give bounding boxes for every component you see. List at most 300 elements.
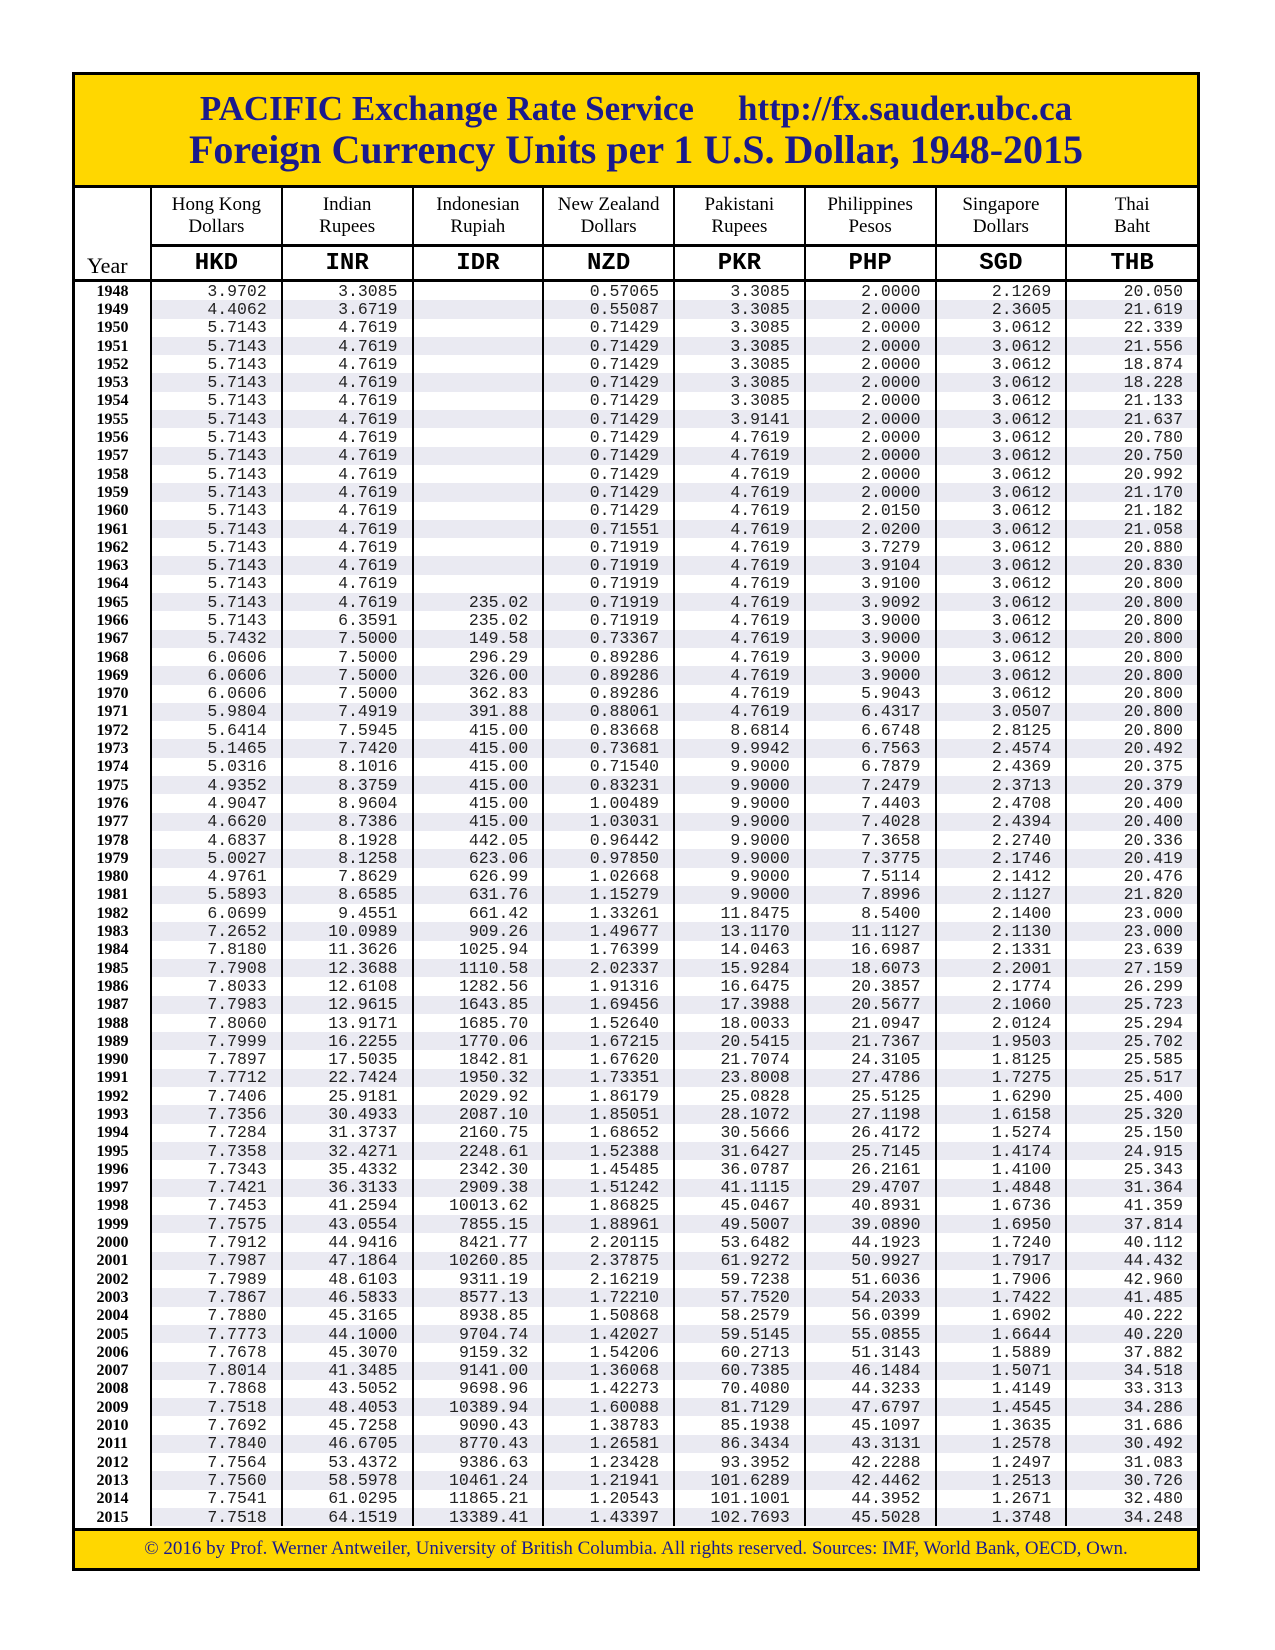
rate-cell-sgd: 1.2513 bbox=[936, 1471, 1067, 1489]
rate-cell-thb: 20.050 bbox=[1066, 281, 1197, 301]
rate-cell-idr: 415.00 bbox=[413, 794, 544, 812]
rate-cell-hkd: 7.7867 bbox=[151, 1288, 282, 1306]
rate-cell-php: 2.0150 bbox=[805, 502, 936, 520]
rate-cell-inr: 8.1016 bbox=[282, 758, 413, 776]
rate-cell-inr: 43.0554 bbox=[282, 1215, 413, 1233]
table-row bbox=[75, 630, 1197, 648]
rate-cell-inr: 45.7258 bbox=[282, 1416, 413, 1434]
rate-cell-inr: 4.7619 bbox=[282, 410, 413, 428]
year-cell: 1953 bbox=[75, 373, 151, 391]
rate-cell-hkd: 7.7358 bbox=[151, 1142, 282, 1160]
rate-cell-idr: 362.83 bbox=[413, 685, 544, 703]
rate-cell-inr: 7.5000 bbox=[282, 666, 413, 684]
rate-cell-hkd: 5.0027 bbox=[151, 849, 282, 867]
rate-cell-hkd: 3.9702 bbox=[151, 281, 282, 301]
year-name-blank bbox=[75, 188, 151, 246]
rate-cell-php: 27.1198 bbox=[805, 1105, 936, 1123]
table-row bbox=[75, 1142, 1197, 1160]
rate-cell-php: 3.9000 bbox=[805, 666, 936, 684]
rate-cell-idr: 626.99 bbox=[413, 868, 544, 886]
year-cell: 1959 bbox=[75, 483, 151, 501]
rate-cell-inr: 4.7619 bbox=[282, 337, 413, 355]
currency-name-idr bbox=[413, 188, 544, 246]
rate-cell-nzd: 1.00489 bbox=[543, 794, 674, 812]
rate-cell-thb: 22.339 bbox=[1066, 319, 1197, 337]
table-row bbox=[75, 1362, 1197, 1380]
rate-cell-nzd: 0.71429 bbox=[543, 502, 674, 520]
rate-cell-nzd: 2.37875 bbox=[543, 1252, 674, 1270]
rate-cell-idr: 8421.77 bbox=[413, 1233, 544, 1251]
rate-cell-nzd: 0.71429 bbox=[543, 410, 674, 428]
rate-cell-php: 2.0000 bbox=[805, 483, 936, 501]
rate-cell-sgd: 2.1130 bbox=[936, 922, 1067, 940]
rate-cell-hkd: 5.7143 bbox=[151, 520, 282, 538]
rate-cell-thb: 42.960 bbox=[1066, 1270, 1197, 1288]
rate-cell-idr: 1110.58 bbox=[413, 959, 544, 977]
table-row bbox=[75, 904, 1197, 922]
rate-cell-nzd: 0.71429 bbox=[543, 355, 674, 373]
table-row bbox=[75, 794, 1197, 812]
year-cell: 2000 bbox=[96, 1234, 129, 1252]
rate-cell-pkr: 101.1001 bbox=[674, 1490, 805, 1508]
rate-cell-php: 44.1923 bbox=[805, 1233, 936, 1251]
rate-cell-php: 43.3131 bbox=[805, 1435, 936, 1453]
rate-cell-idr bbox=[413, 483, 544, 501]
rate-cell-thb: 41.485 bbox=[1066, 1288, 1197, 1306]
table-row bbox=[75, 1233, 1197, 1251]
rate-cell-pkr: 36.0787 bbox=[674, 1160, 805, 1178]
table-row bbox=[75, 1398, 1197, 1416]
rate-cell-pkr: 9.9000 bbox=[674, 813, 805, 831]
rate-cell-hkd: 4.9352 bbox=[151, 776, 282, 794]
rate-cell-pkr: 101.6289 bbox=[674, 1471, 805, 1489]
rate-cell-idr: 415.00 bbox=[413, 721, 544, 739]
year-cell: 2002 bbox=[96, 1270, 129, 1288]
table-row bbox=[75, 355, 1197, 373]
year-cell: 2012 bbox=[96, 1453, 129, 1471]
year-cell: 1963 bbox=[75, 556, 151, 574]
rate-cell-php: 7.8996 bbox=[805, 886, 936, 904]
year-cell: 2014 bbox=[96, 1490, 129, 1508]
rate-cell-sgd: 1.7422 bbox=[936, 1288, 1067, 1306]
table-row bbox=[75, 337, 1197, 355]
currency-code-thb: THB bbox=[1066, 246, 1197, 281]
table-row bbox=[75, 502, 1197, 520]
year-cell: 1955 bbox=[75, 410, 151, 428]
rate-cell-idr: 8770.43 bbox=[413, 1435, 544, 1453]
rate-cell-php: 47.6797 bbox=[805, 1398, 936, 1416]
currency-names-row bbox=[75, 188, 1197, 246]
rate-cell-idr: 235.02 bbox=[413, 593, 544, 611]
rate-cell-pkr: 25.0828 bbox=[674, 1087, 805, 1105]
rate-cell-thb: 25.400 bbox=[1066, 1087, 1197, 1105]
rate-cell-pkr: 4.7619 bbox=[674, 648, 805, 666]
rate-cell-thb: 21.182 bbox=[1066, 502, 1197, 520]
rate-cell-hkd: 7.7453 bbox=[151, 1197, 282, 1215]
rate-cell-nzd: 0.71429 bbox=[543, 319, 674, 337]
rate-cell-inr: 4.7619 bbox=[282, 373, 413, 391]
rate-cell-php: 2.0000 bbox=[805, 319, 936, 337]
year-cell: 2005 bbox=[75, 1325, 151, 1343]
table-row bbox=[75, 1215, 1197, 1233]
rate-cell-php: 27.4786 bbox=[805, 1069, 936, 1087]
rate-cell-nzd: 0.71429 bbox=[543, 447, 674, 465]
year-cell: 1991 bbox=[75, 1069, 151, 1087]
title-banner bbox=[75, 75, 1197, 188]
rate-cell-pkr: 4.7619 bbox=[674, 538, 805, 556]
year-cell: 1976 bbox=[96, 794, 129, 812]
rate-cell-sgd: 2.1774 bbox=[936, 977, 1067, 995]
rate-cell-php: 6.4317 bbox=[805, 703, 936, 721]
rate-cell-sgd: 2.4394 bbox=[936, 813, 1067, 831]
rate-cell-hkd: 5.9804 bbox=[151, 703, 282, 721]
rate-cell-pkr: 3.3085 bbox=[674, 281, 805, 301]
year-cell: 1977 bbox=[75, 813, 151, 831]
rate-cell-php: 20.3857 bbox=[805, 977, 936, 995]
currency-code-pkr: PKR bbox=[674, 246, 805, 281]
rate-cell-inr: 35.4332 bbox=[282, 1160, 413, 1178]
rate-cell-sgd: 1.5071 bbox=[936, 1362, 1067, 1380]
rate-cell-hkd: 7.7518 bbox=[151, 1398, 282, 1416]
rate-cell-nzd: 1.03031 bbox=[543, 813, 674, 831]
rate-cell-sgd: 1.6736 bbox=[936, 1197, 1067, 1215]
rate-cell-sgd: 1.9503 bbox=[936, 1032, 1067, 1050]
rate-cell-pkr: 4.7619 bbox=[674, 575, 805, 593]
rate-cell-pkr: 93.3952 bbox=[674, 1453, 805, 1471]
rate-cell-sgd: 3.0612 bbox=[936, 666, 1067, 684]
currency-name-php bbox=[805, 188, 936, 246]
rate-cell-thb: 18.228 bbox=[1066, 373, 1197, 391]
rate-cell-pkr: 58.2579 bbox=[674, 1307, 805, 1325]
rate-cell-nzd: 0.89286 bbox=[543, 685, 674, 703]
rate-cell-sgd: 1.6644 bbox=[936, 1325, 1067, 1343]
rate-cell-nzd: 1.02668 bbox=[543, 868, 674, 886]
table-row bbox=[75, 410, 1197, 428]
rate-cell-idr: 9311.19 bbox=[413, 1270, 544, 1288]
rate-cell-php: 42.4462 bbox=[805, 1471, 936, 1489]
rate-cell-pkr: 4.7619 bbox=[674, 502, 805, 520]
rate-cell-thb: 20.830 bbox=[1066, 556, 1197, 574]
rate-cell-pkr: 41.1115 bbox=[674, 1179, 805, 1197]
year-cell: 1995 bbox=[75, 1142, 151, 1160]
rate-cell-thb: 31.686 bbox=[1066, 1416, 1197, 1434]
currency-code-nzd: NZD bbox=[543, 246, 674, 281]
year-cell: 1970 bbox=[96, 685, 129, 703]
rate-cell-idr: 1842.81 bbox=[413, 1050, 544, 1068]
year-cell: 1954 bbox=[96, 392, 129, 410]
rate-cell-php: 45.1097 bbox=[805, 1416, 936, 1434]
rate-cell-hkd: 7.7356 bbox=[151, 1105, 282, 1123]
rate-cell-sgd: 1.3635 bbox=[936, 1416, 1067, 1434]
rate-cell-thb: 20.800 bbox=[1066, 666, 1197, 684]
rate-cell-inr: 4.7619 bbox=[282, 355, 413, 373]
table-row bbox=[75, 703, 1197, 721]
rate-cell-inr: 13.9171 bbox=[282, 1014, 413, 1032]
rate-cell-hkd: 7.7692 bbox=[151, 1416, 282, 1434]
rate-cell-nzd: 1.67215 bbox=[543, 1032, 674, 1050]
rate-cell-sgd: 3.0612 bbox=[936, 337, 1067, 355]
rate-cell-nzd: 1.76399 bbox=[543, 941, 674, 959]
rate-cell-php: 39.0890 bbox=[805, 1215, 936, 1233]
rate-cell-thb: 18.874 bbox=[1066, 355, 1197, 373]
rate-cell-idr: 235.02 bbox=[413, 611, 544, 629]
currency-name-line1: Philippines bbox=[827, 194, 913, 215]
rate-cell-hkd: 5.7143 bbox=[151, 611, 282, 629]
table-row bbox=[75, 1124, 1197, 1142]
rate-cell-sgd: 2.1127 bbox=[936, 886, 1067, 904]
year-cell: 2009 bbox=[75, 1398, 151, 1416]
table-row bbox=[75, 1032, 1197, 1050]
rate-cell-hkd: 7.7999 bbox=[151, 1032, 282, 1050]
rate-cell-hkd: 5.7143 bbox=[151, 538, 282, 556]
table-row bbox=[75, 1270, 1197, 1288]
rate-cell-pkr: 70.4080 bbox=[674, 1380, 805, 1398]
rate-cell-inr: 45.3165 bbox=[282, 1307, 413, 1325]
rate-cell-nzd: 1.86179 bbox=[543, 1087, 674, 1105]
rate-cell-inr: 4.7619 bbox=[282, 483, 413, 501]
rate-cell-php: 24.3105 bbox=[805, 1050, 936, 1068]
rate-cell-php: 26.2161 bbox=[805, 1160, 936, 1178]
year-cell: 1949 bbox=[75, 300, 151, 318]
rate-cell-hkd: 4.9047 bbox=[151, 794, 282, 812]
rate-cell-nzd: 0.71919 bbox=[543, 611, 674, 629]
rate-cell-hkd: 7.7987 bbox=[151, 1252, 282, 1270]
year-cell: 1971 bbox=[75, 703, 151, 721]
rate-cell-idr: 13389.41 bbox=[413, 1508, 544, 1526]
year-cell: 1969 bbox=[75, 666, 151, 684]
year-cell: 1989 bbox=[75, 1032, 151, 1050]
rate-cell-inr: 44.1000 bbox=[282, 1325, 413, 1343]
rate-cell-pkr: 30.5666 bbox=[674, 1124, 805, 1142]
rate-cell-nzd: 1.88961 bbox=[543, 1215, 674, 1233]
table-row bbox=[75, 868, 1197, 886]
rate-cell-thb: 20.400 bbox=[1066, 794, 1197, 812]
rate-cell-sgd: 1.6290 bbox=[936, 1087, 1067, 1105]
year-cell: 1982 bbox=[96, 904, 129, 922]
rate-cell-idr: 2087.10 bbox=[413, 1105, 544, 1123]
rate-cell-pkr: 4.7619 bbox=[674, 703, 805, 721]
rate-cell-inr: 8.9604 bbox=[282, 794, 413, 812]
rate-cell-inr: 25.9181 bbox=[282, 1087, 413, 1105]
rate-cell-hkd: 5.6414 bbox=[151, 721, 282, 739]
rate-cell-pkr: 59.7238 bbox=[674, 1270, 805, 1288]
rate-cell-pkr: 15.9284 bbox=[674, 959, 805, 977]
rate-cell-sgd: 2.4708 bbox=[936, 794, 1067, 812]
rate-cell-inr: 7.5000 bbox=[282, 630, 413, 648]
rate-cell-thb: 23.000 bbox=[1066, 904, 1197, 922]
rate-cell-idr: 391.88 bbox=[413, 703, 544, 721]
rate-cell-hkd: 7.8014 bbox=[151, 1362, 282, 1380]
rate-cell-nzd: 0.89286 bbox=[543, 648, 674, 666]
rate-cell-hkd: 5.7143 bbox=[151, 337, 282, 355]
rate-cell-inr: 17.5035 bbox=[282, 1050, 413, 1068]
table-row bbox=[75, 520, 1197, 538]
rate-cell-sgd: 3.0612 bbox=[936, 538, 1067, 556]
rate-cell-php: 6.6748 bbox=[805, 721, 936, 739]
currency-name-line2: Baht bbox=[1114, 216, 1151, 237]
currency-code-php: PHP bbox=[805, 246, 936, 281]
rate-cell-sgd: 1.2578 bbox=[936, 1435, 1067, 1453]
rate-cell-hkd: 6.0606 bbox=[151, 685, 282, 703]
rate-cell-inr: 8.1928 bbox=[282, 831, 413, 849]
currency-name-line2: Pesos bbox=[848, 216, 892, 237]
rate-cell-sgd: 3.0612 bbox=[936, 685, 1067, 703]
rate-cell-nzd: 1.42273 bbox=[543, 1380, 674, 1398]
year-cell: 1958 bbox=[96, 465, 129, 483]
rate-cell-pkr: 3.3085 bbox=[674, 337, 805, 355]
rate-cell-thb: 20.800 bbox=[1066, 630, 1197, 648]
rate-cell-sgd: 3.0612 bbox=[936, 648, 1067, 666]
rate-cell-nzd: 1.42027 bbox=[543, 1325, 674, 1343]
rate-cell-inr: 41.3485 bbox=[282, 1362, 413, 1380]
rate-cell-inr: 48.6103 bbox=[282, 1270, 413, 1288]
rate-cell-php: 2.0000 bbox=[805, 410, 936, 428]
rate-cell-hkd: 5.7143 bbox=[151, 575, 282, 593]
currency-name-line1: New Zealand bbox=[557, 194, 660, 215]
rate-cell-hkd: 4.6837 bbox=[151, 831, 282, 849]
rate-cell-php: 16.6987 bbox=[805, 941, 936, 959]
rate-cell-thb: 20.800 bbox=[1066, 685, 1197, 703]
rate-cell-thb: 32.480 bbox=[1066, 1490, 1197, 1508]
rate-cell-idr: 1950.32 bbox=[413, 1069, 544, 1087]
rate-cell-sgd: 1.4848 bbox=[936, 1179, 1067, 1197]
currency-name-line2: Dollars bbox=[972, 216, 1029, 237]
rate-cell-inr: 47.1864 bbox=[282, 1252, 413, 1270]
currency-name-hkd bbox=[151, 188, 282, 246]
rate-cell-thb: 31.083 bbox=[1066, 1453, 1197, 1471]
table-row bbox=[75, 1105, 1197, 1123]
rate-cell-hkd: 5.5893 bbox=[151, 886, 282, 904]
rate-cell-hkd: 4.4062 bbox=[151, 300, 282, 318]
year-cell: 2010 bbox=[96, 1417, 129, 1435]
rate-cell-idr: 2029.92 bbox=[413, 1087, 544, 1105]
table-row bbox=[75, 1197, 1197, 1215]
rate-cell-thb: 34.286 bbox=[1066, 1398, 1197, 1416]
rate-cell-thb: 20.336 bbox=[1066, 831, 1197, 849]
rate-cell-pkr: 61.9272 bbox=[674, 1252, 805, 1270]
rate-cell-thb: 25.320 bbox=[1066, 1105, 1197, 1123]
rate-cell-inr: 8.1258 bbox=[282, 849, 413, 867]
rate-cell-thb: 20.750 bbox=[1066, 447, 1197, 465]
rate-cell-nzd: 0.71429 bbox=[543, 373, 674, 391]
rate-cell-php: 7.3775 bbox=[805, 849, 936, 867]
rate-cell-pkr: 9.9000 bbox=[674, 886, 805, 904]
rate-cell-thb: 20.800 bbox=[1066, 575, 1197, 593]
rate-cell-inr: 8.7386 bbox=[282, 813, 413, 831]
rate-cell-nzd: 0.71429 bbox=[543, 428, 674, 446]
rate-cell-pkr: 4.7619 bbox=[674, 685, 805, 703]
currency-name-line2: Rupees bbox=[319, 216, 376, 237]
rate-cell-nzd: 0.97850 bbox=[543, 849, 674, 867]
rate-cell-pkr: 14.0463 bbox=[674, 941, 805, 959]
rate-cell-hkd: 7.7284 bbox=[151, 1124, 282, 1142]
year-cell: 1965 bbox=[75, 593, 151, 611]
table-row bbox=[75, 648, 1197, 666]
table-row bbox=[75, 1435, 1197, 1453]
rate-cell-hkd: 7.7989 bbox=[151, 1270, 282, 1288]
rate-cell-nzd: 0.83231 bbox=[543, 776, 674, 794]
table-row bbox=[75, 1380, 1197, 1398]
rate-cell-idr bbox=[413, 355, 544, 373]
table-row bbox=[75, 1453, 1197, 1471]
rate-cell-nzd: 1.15279 bbox=[543, 886, 674, 904]
rate-cell-hkd: 7.7421 bbox=[151, 1179, 282, 1197]
rate-cell-sgd: 3.0612 bbox=[936, 502, 1067, 520]
table-row bbox=[75, 1179, 1197, 1197]
rate-cell-nzd: 0.55087 bbox=[543, 300, 674, 318]
rate-cell-inr: 4.7619 bbox=[282, 392, 413, 410]
rate-cell-hkd: 7.7983 bbox=[151, 996, 282, 1014]
rate-cell-sgd: 3.0612 bbox=[936, 483, 1067, 501]
rate-cell-hkd: 7.7912 bbox=[151, 1233, 282, 1251]
year-cell: 1967 bbox=[75, 630, 151, 648]
rate-cell-nzd: 1.45485 bbox=[543, 1160, 674, 1178]
rate-cell-sgd: 1.7240 bbox=[936, 1233, 1067, 1251]
rate-cell-hkd: 7.7868 bbox=[151, 1380, 282, 1398]
rate-cell-pkr: 8.6814 bbox=[674, 721, 805, 739]
table-row bbox=[75, 1343, 1197, 1361]
rate-cell-php: 3.9092 bbox=[805, 593, 936, 611]
rate-cell-hkd: 7.8180 bbox=[151, 941, 282, 959]
rate-cell-nzd: 0.71919 bbox=[543, 556, 674, 574]
rate-cell-inr: 4.7619 bbox=[282, 502, 413, 520]
rate-cell-nzd: 1.73351 bbox=[543, 1069, 674, 1087]
table-row bbox=[75, 281, 1197, 301]
rate-cell-idr bbox=[413, 575, 544, 593]
currency-name-line2: Rupiah bbox=[450, 216, 506, 237]
year-cell: 2013 bbox=[75, 1471, 151, 1489]
year-cell: 1983 bbox=[75, 922, 151, 940]
rate-cell-hkd: 6.0606 bbox=[151, 666, 282, 684]
rate-cell-idr bbox=[413, 392, 544, 410]
rate-cell-pkr: 3.3085 bbox=[674, 355, 805, 373]
rate-cell-php: 5.9043 bbox=[805, 685, 936, 703]
rate-cell-php: 42.2288 bbox=[805, 1453, 936, 1471]
rate-cell-pkr: 9.9000 bbox=[674, 794, 805, 812]
rate-cell-php: 2.0000 bbox=[805, 465, 936, 483]
rate-cell-hkd: 5.7143 bbox=[151, 593, 282, 611]
rate-cell-php: 3.9000 bbox=[805, 611, 936, 629]
rate-cell-idr: 1770.06 bbox=[413, 1032, 544, 1050]
rate-cell-sgd: 1.4149 bbox=[936, 1380, 1067, 1398]
rate-cell-thb: 20.800 bbox=[1066, 703, 1197, 721]
rate-cell-hkd: 7.8060 bbox=[151, 1014, 282, 1032]
table-row bbox=[75, 996, 1197, 1014]
rate-cell-nzd: 1.23428 bbox=[543, 1453, 674, 1471]
rate-cell-nzd: 1.20543 bbox=[543, 1490, 674, 1508]
currency-name-line1: Indian bbox=[322, 194, 372, 215]
year-cell: 2015 bbox=[75, 1508, 151, 1526]
rate-cell-php: 3.9000 bbox=[805, 630, 936, 648]
rate-cell-pkr: 3.3085 bbox=[674, 373, 805, 391]
table-row bbox=[75, 1252, 1197, 1270]
rate-cell-inr: 10.0989 bbox=[282, 922, 413, 940]
currency-name-sgd bbox=[936, 188, 1067, 246]
rate-cell-nzd: 0.73681 bbox=[543, 739, 674, 757]
rate-cell-php: 2.0000 bbox=[805, 392, 936, 410]
rate-cell-php: 7.3658 bbox=[805, 831, 936, 849]
rate-cell-idr bbox=[413, 538, 544, 556]
rate-cell-thb: 27.159 bbox=[1066, 959, 1197, 977]
rate-cell-nzd: 1.86825 bbox=[543, 1197, 674, 1215]
rate-cell-hkd: 5.7143 bbox=[151, 465, 282, 483]
year-cell: 1979 bbox=[75, 849, 151, 867]
rate-cell-sgd: 1.2671 bbox=[936, 1490, 1067, 1508]
service-url[interactable]: http://fx.sauder.ubc.ca bbox=[737, 89, 1073, 128]
rate-cell-sgd: 3.0612 bbox=[936, 520, 1067, 538]
rate-cell-hkd: 7.7518 bbox=[151, 1508, 282, 1526]
rate-cell-nzd: 1.51242 bbox=[543, 1179, 674, 1197]
